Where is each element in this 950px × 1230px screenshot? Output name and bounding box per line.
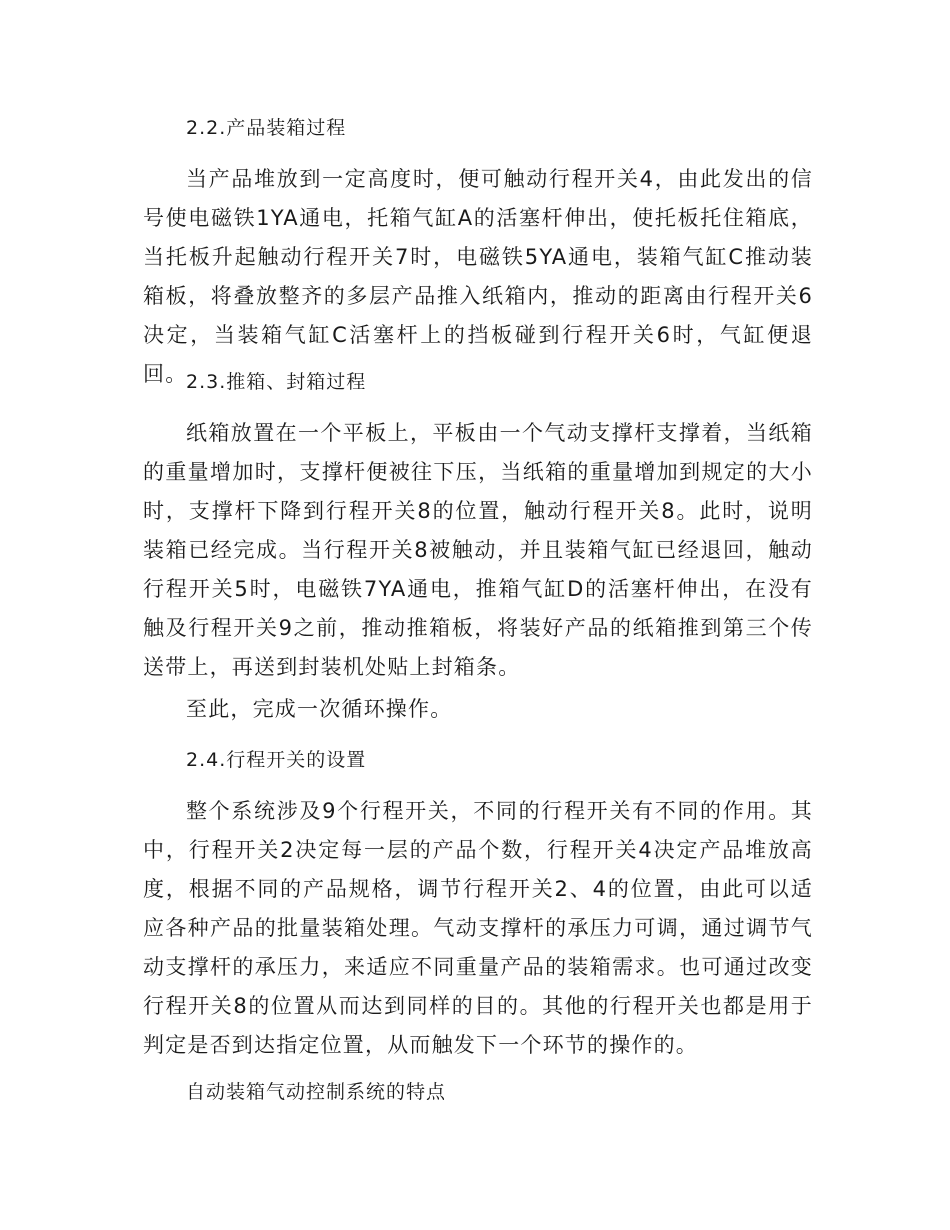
section-heading-limit-switch-settings: 2.4.行程开关的设置 (186, 749, 367, 771)
paragraph-push-seal-process: 纸箱放置在一个平板上，平板由一个气动支撑杆支撑着，当纸箱的重量增加时，支撑杆便被往下压，当纸箱的重量增加到规定的大小时，支撑杆下降到行程开关8的位置，触动行程开关8。此时，说明装箱已经完成。当行程开关8被触动，并且装箱气缸已经退回，触动行程开关5时，电磁铁7YA通电，推箱气缸D的活塞杆伸出，在没有触及行程开关9之前，推动推箱板，将装好产品的纸箱推到第三个传送带上，再送到封装机处贴上封箱条。 (143, 421, 813, 679)
section-heading-system-features: 自动装箱气动控制系统的特点 (186, 1081, 447, 1103)
paragraph-packing-process: 当产品堆放到一定高度时，便可触动行程开关4，由此发出的信号使电磁铁1YA通电，托箱气缸A的活塞杆伸出，使托板托住箱底，当托板升起触动行程开关7时，电磁铁5YA通电，装箱气缸C推动装箱板，将叠放整齐的多层产品推入纸箱内，推动的距离由行程开关6决定，当装箱气缸C活塞杆上的挡板碰到行程开关6时，气缸便退回。 (143, 167, 813, 386)
paragraph-cycle-complete: 至此，完成一次循环操作。 (186, 697, 453, 721)
section-heading-push-seal-process: 2.3.推箱、封箱过程 (186, 371, 367, 393)
paragraph-limit-switch-settings: 整个系统涉及9个行程开关，不同的行程开关有不同的作用。其中，行程开关2决定每一层的产品个数，行程开关4决定产品堆放高度，根据不同的产品规格，调节行程开关2、4的位置，由此可以适应各种产品的批量装箱处理。气动支撑杆的承压力可调，通过调节气动支撑杆的承压力，来适应不同重量产品的装箱需求。也可通过改变行程开关8的位置从而达到同样的目的。其他的行程开关也都是用于判定是否到达指定位置，从而触发下一个环节的操作的。 (143, 799, 813, 1057)
section-heading-packing-process: 2.2.产品装箱过程 (186, 117, 347, 139)
